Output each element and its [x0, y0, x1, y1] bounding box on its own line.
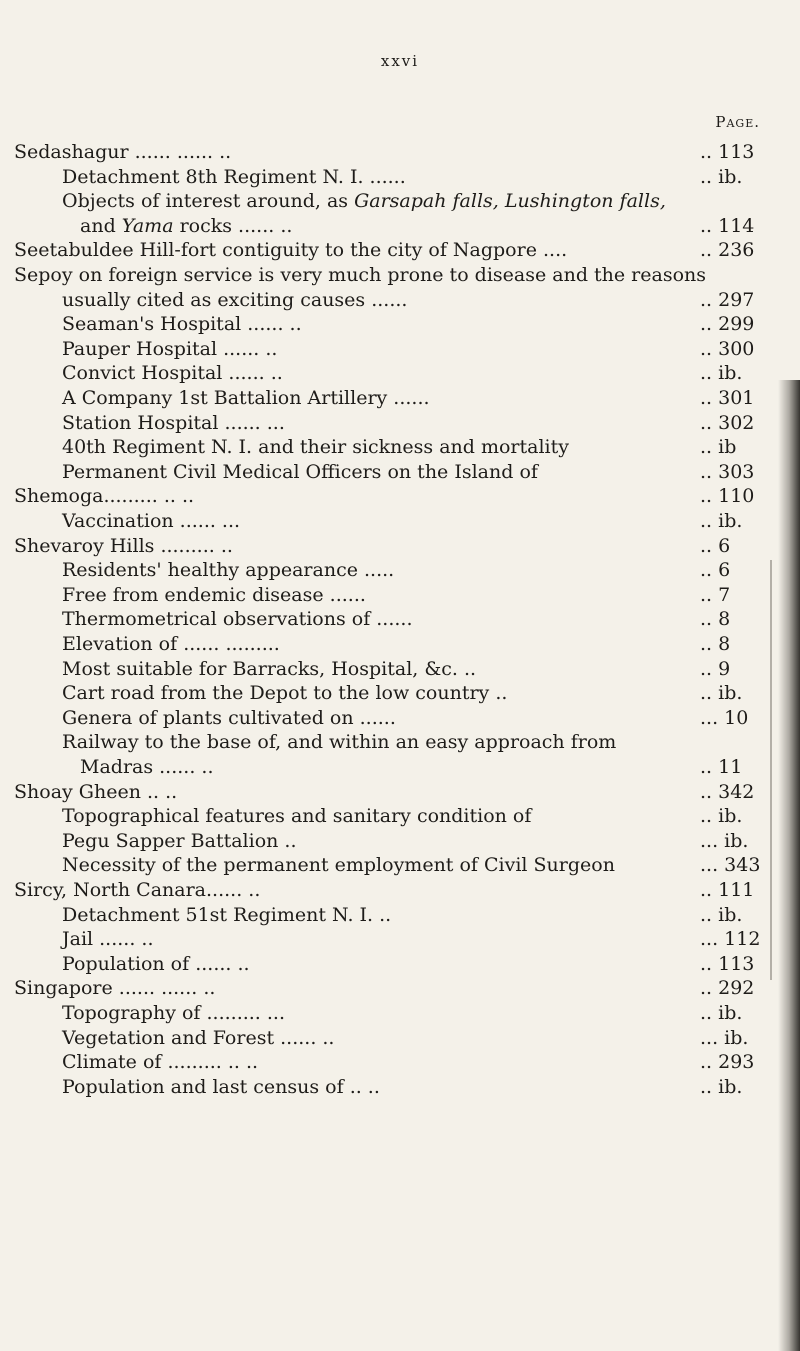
index-entry [62, 165, 406, 189]
index-entry [14, 238, 567, 262]
entry-page: .. 302 [700, 411, 755, 434]
index-entry [62, 1026, 334, 1050]
entry-text: Vegetation and Forest ...... .. [62, 1026, 335, 1049]
index-entry [14, 140, 231, 164]
entry-page: .. 11 [700, 756, 743, 778]
entry-page: .. 342 [700, 780, 755, 803]
entry-page: ... 343 [700, 854, 761, 877]
entry-page: ... 112 [700, 928, 761, 951]
entry-page: .. 292 [700, 977, 755, 1000]
entry-page: .. 6 [700, 559, 731, 582]
index-entry [62, 681, 507, 705]
index-entry [62, 386, 430, 410]
index-entry [62, 435, 569, 459]
entry-page: .. ib. [700, 362, 743, 385]
entry-page: .. 293 [700, 1051, 755, 1074]
entry-page: .. 8 [700, 608, 731, 631]
entry-text: Population and last census of .. .. [62, 1075, 380, 1098]
index-entry [62, 189, 666, 213]
entry-text: Sepoy on foreign service is very much prone to disease and the reasons [14, 264, 707, 286]
index-entry [62, 853, 615, 877]
entry-page: .. 114 [700, 214, 755, 237]
entry-page: .. 111 [700, 879, 755, 901]
entry-page: ... ib. [700, 829, 749, 852]
entry-text: usually cited as exciting causes ...... [62, 288, 408, 311]
index-entry [62, 583, 366, 607]
entry-page: .. 301 [700, 387, 755, 409]
entry-text: 40th Regiment N. I. and their sickness and mortality [62, 436, 569, 459]
entry-page: .. 8 [700, 633, 731, 655]
entry-page: .. ib [700, 436, 737, 459]
index-entry [62, 706, 396, 730]
index-entry [62, 1050, 258, 1074]
entry-text: and Yama rocks ...... .. [80, 214, 293, 237]
index-entry [62, 927, 154, 951]
index-entry [80, 755, 214, 779]
entry-text: Pegu Sapper Battalion .. [62, 829, 297, 852]
entry-page: .. ib. [700, 510, 743, 532]
entry-page: .. 236 [700, 239, 755, 262]
entry-text: Permanent Civil Medical Officers on the Island of [62, 460, 538, 483]
page-number: xxvi [380, 52, 420, 70]
page-binding-shadow [778, 380, 800, 1351]
index-entry [14, 878, 260, 902]
index-entry [62, 903, 391, 927]
index-entry [62, 312, 302, 336]
entry-text: Population of ...... .. [62, 952, 250, 975]
entry-text: Genera of plants cultivated on ...... [62, 706, 396, 729]
entry-text: Detachment 8th Regiment N. I. ...... [62, 165, 406, 188]
entry-text: Shoay Gheen .. .. [14, 780, 178, 803]
index-entry [14, 484, 194, 508]
entry-page: .. ib. [700, 903, 743, 926]
index-entry [62, 632, 280, 656]
entry-text: Singapore ...... ...... .. [14, 977, 216, 1000]
entry-text: Free from endemic disease ...... [62, 583, 366, 606]
entry-page: .. ib. [700, 1075, 743, 1098]
entry-page: .. ib. [700, 1002, 743, 1024]
entry-page: .. ib. [700, 805, 743, 828]
entry-page: .. 9 [700, 657, 731, 680]
entry-text: Madras ...... .. [80, 756, 214, 778]
entry-text: Shevaroy Hills ......... .. [14, 534, 233, 557]
index-entry [62, 1001, 285, 1025]
index-entry [62, 657, 476, 681]
entry-page: .. ib. [700, 165, 743, 188]
entry-text: Detachment 51st Regiment N. I. .. [62, 903, 392, 926]
entry-page: .. ib. [700, 682, 743, 705]
entry-text: Seaman's Hospital ...... .. [62, 313, 302, 336]
entry-page: ... 10 [700, 706, 749, 729]
entry-text: Convict Hospital ...... .. [62, 362, 283, 385]
entry-text: A Company 1st Battalion Artillery ...... [62, 387, 430, 409]
entry-text: Cart road from the Depot to the low country .. [62, 682, 508, 705]
entry-text: Objects of interest around, as Garsapah falls, Lushington falls, [62, 190, 666, 213]
entry-text: Railway to the base of, and within an easy approach from [62, 731, 617, 754]
entry-page: .. 113 [700, 952, 755, 975]
entry-page: .. 110 [700, 485, 755, 508]
entry-text: Station Hospital ...... ... [62, 411, 285, 434]
entry-text: Elevation of ...... ......... [62, 633, 280, 655]
index-entry [62, 361, 283, 385]
entry-page: .. 113 [700, 141, 755, 163]
index-entry [62, 607, 413, 631]
index-entry [62, 558, 394, 582]
entry-page: .. 300 [700, 337, 755, 360]
entry-page: .. 297 [700, 288, 755, 311]
entry-text: Topography of ......... ... [62, 1002, 286, 1024]
page-edge-line [770, 560, 772, 980]
index-entry [62, 460, 538, 484]
entry-page: ... ib. [700, 1026, 749, 1049]
index-entry [62, 411, 285, 435]
entry-text: Thermometrical observations of ...... [62, 608, 413, 631]
entry-text: Residents' healthy appearance ..... [62, 559, 395, 582]
entry-text: Necessity of the permanent employment of Civil Surgeon [62, 854, 615, 877]
index-entry [62, 288, 407, 312]
index-entry [62, 1075, 380, 1099]
entry-text: Jail ...... .. [62, 928, 154, 951]
index-entry [14, 976, 215, 1000]
entry-text: Sircy, North Canara...... .. [14, 879, 261, 901]
entry-page: .. 6 [700, 534, 731, 557]
entry-text: Pauper Hospital ...... .. [62, 337, 278, 360]
entry-text: Most suitable for Barracks, Hospital, &c. .. [62, 657, 477, 680]
entry-page: .. 299 [700, 313, 755, 336]
index-entry [62, 804, 531, 828]
index-entry [62, 509, 240, 533]
entry-text: Shemoga......... .. .. [14, 485, 195, 508]
index-entry [62, 337, 277, 361]
page-column-label: Page. [715, 113, 760, 131]
index-entry [62, 730, 616, 754]
entry-page: .. 7 [700, 583, 731, 606]
entry-text: Climate of ......... .. .. [62, 1051, 259, 1074]
index-entry [62, 829, 297, 853]
entry-page: .. 303 [700, 460, 755, 483]
index-entry [14, 780, 177, 804]
index-entry [62, 952, 250, 976]
entry-text: Sedashagur ...... ...... .. [14, 141, 232, 163]
index-entry [14, 263, 706, 287]
index-entry [14, 534, 233, 558]
index-entry [80, 214, 292, 238]
entry-text: Topographical features and sanitary condition of [62, 805, 532, 828]
entry-text: Seetabuldee Hill-fort contiguity to the city of Nagpore .... [14, 239, 568, 262]
entry-text: Vaccination ...... ... [62, 510, 241, 532]
